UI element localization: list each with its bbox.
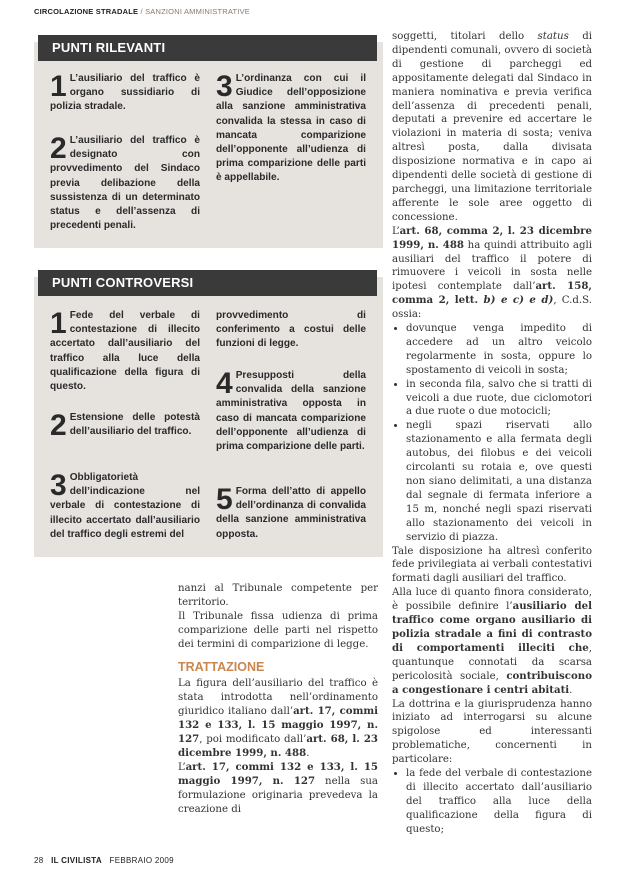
issue-date: FEBBRAIO 2009	[109, 856, 174, 865]
highlight-text: L’ausiliario del traffico è organo sussidiario di polizia stradale.	[50, 73, 200, 113]
paragraph: La dottrina e la giurisprudenza hanno iniziato ad interrogarsi su alcune spigolose ed interessanti problematiche, concernenti in particolare:	[392, 698, 592, 766]
highlight-text: L’ordinanza con cui il Giudice dell’opposizione alla sanzione amministrativa convalida la stessa in caso di mancata comparizione dell’opponente all’udienza di prima comparizione delle parti è appellabile.	[216, 73, 366, 184]
paragraph: Tale disposizione ha altresì conferito fede privilegiata ai verbali contestativi formati dagli ausiliari del traffico.	[392, 545, 592, 585]
left-column	[178, 582, 378, 817]
controversy-text: Fede del verbale di contestazione di illecito accertato dall’ausiliario del traffico alla luce della qualificazione della figura di questo.	[50, 310, 200, 393]
highlights-title: PUNTI RILEVANTI	[38, 35, 377, 61]
controversy-item-3-continued	[216, 309, 366, 352]
controversy-item-2	[50, 409, 200, 442]
paragraph: nanzi al Tribunale competente per territorio.	[178, 583, 378, 608]
paragraph: La figura dell’ausiliario del traffico è stata introdotta nell’ordinamento giuridico italiano dall’art. 17, commi 132 e 133, l. 15 maggio 1997, n. 127, poi modificato dall’art. 68, l. 23 dicembre 1999, n. 488.	[178, 678, 378, 759]
paragraph: Alla luce di quanto finora considerato, è possibile definire l’ausiliario del traffico come organo ausiliario di polizia stradale a fini di contrasto di comportamenti illeciti che, quantunque connotati da scarsa pericolosità sociale, contribuiscono a congestionare i centri abitati.	[392, 587, 592, 696]
paragraph: L’art. 68, comma 2, l. 23 dicembre 1999, n. 488 ha quindi attribuito agli ausiliari del traffico il potere di rimuovere i veicoli in sosta nelle ipotesi contemplate dall’art. 158, comma 2, lett. b) e c) e d), C.d.S. ossia:	[392, 224, 592, 321]
highlight-item-2	[50, 134, 200, 233]
controversy-number: 2	[50, 409, 67, 442]
highlight-item-3	[216, 72, 366, 186]
running-header	[34, 7, 250, 16]
highlight-text: L’ausiliario del traffico è designato con provvedimento del Sindaco previa delibazione della sussistenza di un determinato status e dell’assenza di precedenti penali.	[50, 135, 200, 232]
right-column	[392, 30, 592, 837]
highlight-number: 2	[50, 132, 67, 165]
bullet-list	[392, 322, 592, 545]
controversy-text: provvedimento di conferimento a costui delle funzioni di legge.	[216, 310, 366, 350]
paragraph: soggetti, titolari dello status di dipendenti comunali, ovvero di società di gestione di parcheggi ed appositamente delegati dal Sindaco in maniera nominativa e previa verifica dell’assenza di precedenti penali, deputati a prevenire ed accertare le violazioni in materia di sosta; veniva altresì posta, dalla divisata disposizione normativa e in capo ai dipendenti delle società di gestione di parcheggi, una limitazione territoriale afferente le sole aree oggetto di concessione.	[392, 31, 592, 223]
header-section: CIRCOLAZIONE STRADALE	[34, 7, 139, 16]
controversy-number: 1	[50, 307, 67, 340]
controversy-item-4	[216, 369, 366, 454]
controversy-number: 3	[50, 469, 67, 502]
controversy-item-5	[216, 485, 366, 542]
highlight-number: 3	[216, 70, 233, 103]
paragraph: Il Tribunale fissa udienza di prima comparizione delle parti nel rispetto dei termini di comparizione di legge.	[178, 610, 378, 650]
list-item: • la fede del verbale di contestazione di illecito accertato dall’ausiliario del traffico alla luce della qualificazione della figura di questo;	[406, 767, 592, 837]
list-item: • dovunque venga impedito di accedere ad un altro veicolo regolarmente in sosta, oppure lo spostamento di veicoli in sosta;	[406, 322, 592, 378]
list-item: • negli spazi riservati allo stazionamento e alla fermata degli autobus, dei filobus e dei veicoli circolanti su rotaia e, ove questi non siano delimitati, a una distanza dal segnale di fermata inferiore a 15 m, nonché negli spazi riservati allo stazionamento dei veicoli in servizio di piazza.	[406, 419, 592, 544]
controversy-text: Obbligatorietà dell’indicazione nel verbale di contestazione di illecito accertato dall’ausiliario del traffico degli estremi del	[50, 472, 200, 540]
highlight-item-1	[50, 72, 200, 115]
bullet-list	[392, 767, 592, 837]
controversy-number: 4	[216, 367, 233, 400]
section-heading: TRATTAZIONE	[178, 659, 265, 674]
page-number: 28	[34, 856, 44, 865]
highlights-box	[34, 42, 383, 248]
controversy-number: 5	[216, 483, 233, 516]
header-separator: /	[140, 7, 143, 16]
controversy-item-1	[50, 309, 200, 394]
controversy-item-3	[50, 471, 200, 542]
magazine-name: IL CIVILISTA	[51, 856, 102, 865]
header-subsection: SANZIONI AMMINISTRATIVE	[145, 7, 250, 16]
highlight-number: 1	[50, 70, 67, 103]
controversy-text: Estensione delle potestà dell’ausiliario del traffico.	[69, 412, 200, 438]
controversies-title: PUNTI CONTROVERSI	[38, 270, 377, 296]
paragraph: L’art. 17, commi 132 e 133, l. 15 maggio 1997, n. 127 nella sua formulazione originaria prevedeva la creazione di	[178, 760, 378, 815]
page-footer	[34, 856, 174, 865]
controversy-text: Forma dell’atto di appello dell’ordinanza di convalida della sanzione amministrativa opposta.	[216, 486, 366, 540]
controversy-text: Presupposti della convalida della sanzione amministrativa opposta in caso di mancata comparizione dell’opponente all’udienza di prima comparizione delle parti.	[216, 370, 366, 453]
controversies-box	[34, 277, 383, 557]
list-item: • in seconda fila, salvo che si tratti di veicoli a due ruote, due ciclomotori a due ruote o due motocicli;	[406, 378, 592, 420]
